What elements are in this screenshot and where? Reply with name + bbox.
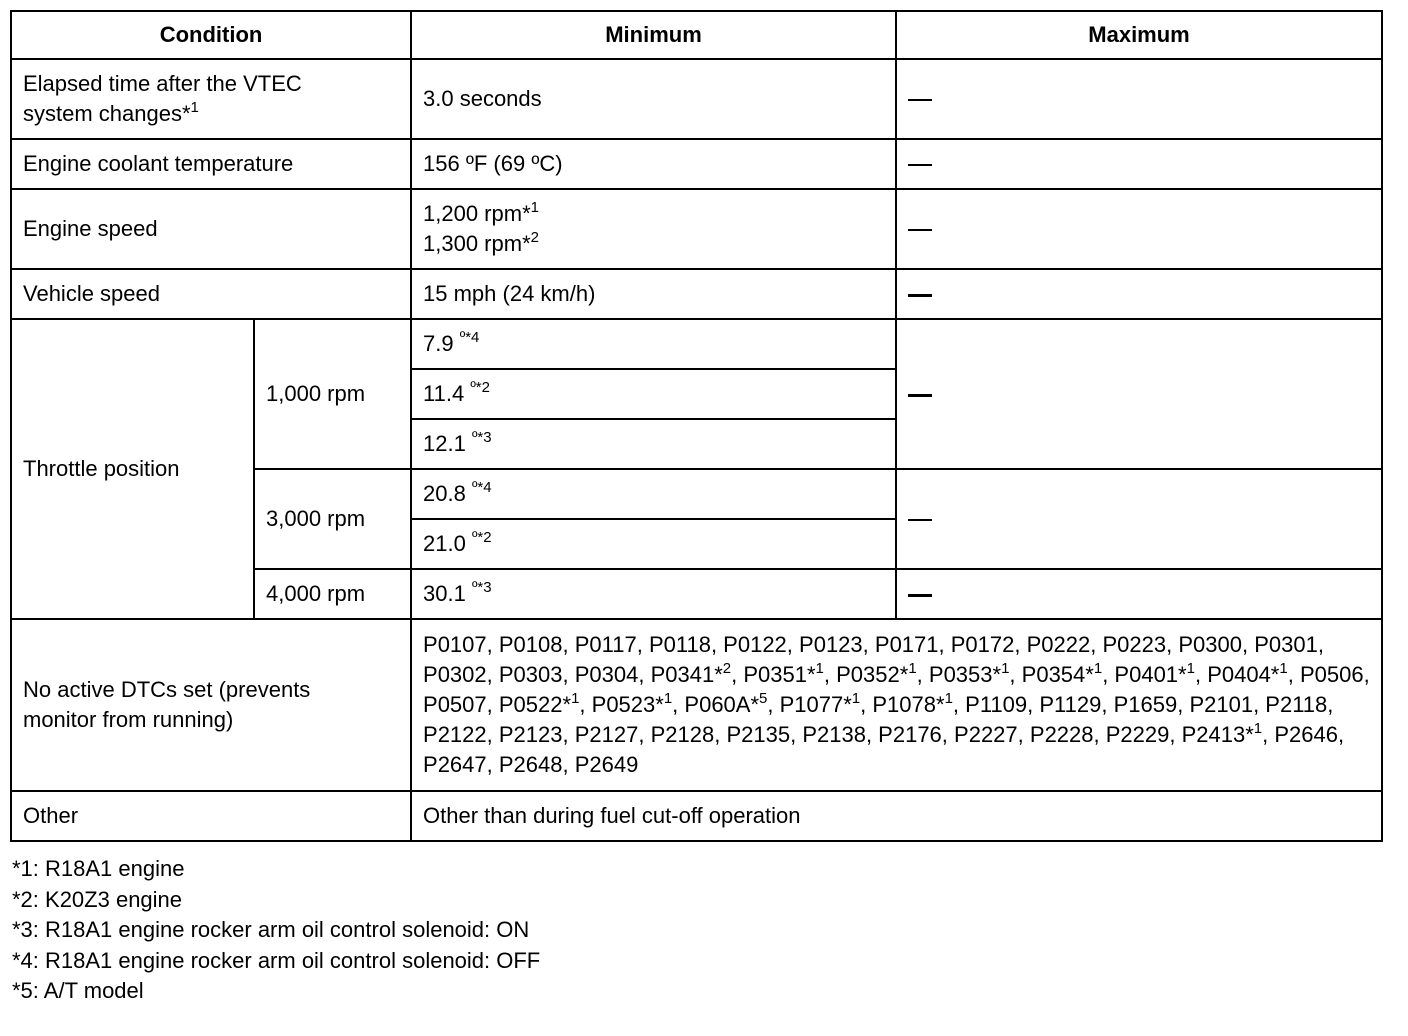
other-value: Other than during fuel cut-off operation <box>411 791 1382 841</box>
throttle-1000-v3 <box>411 419 896 469</box>
throttle-value: 11.4 <box>423 381 471 406</box>
dtc-code: P2127 <box>574 722 639 747</box>
row-vtec <box>11 59 1382 139</box>
dtc-code: P2101 <box>1189 692 1254 717</box>
footnote-ref: º*3 <box>471 429 492 446</box>
dtc-condition <box>11 619 411 791</box>
dtc-code: P0117 <box>574 632 637 657</box>
throttle-value: 7.9 <box>423 331 460 356</box>
footnote-ref: 2 <box>530 229 539 246</box>
row-coolant <box>11 139 1382 189</box>
footnote: *5: A/T model <box>12 978 144 1003</box>
footnote: *3: R18A1 engine rocker arm oil control solenoid: ON <box>12 917 530 942</box>
footnote-ref: 2 <box>722 660 732 677</box>
engine-speed-min1: 1,200 rpm* <box>423 201 531 226</box>
row-engine-speed <box>11 189 1382 269</box>
footnote: *2: K20Z3 engine <box>12 886 183 912</box>
dtc-code: P0302 <box>423 662 487 687</box>
dtc-code: P1077* <box>779 692 852 717</box>
dtc-condition-line1: No active DTCs set (prevents <box>23 677 311 702</box>
row-other <box>11 791 1382 841</box>
dtc-code: P0223 <box>1102 632 1167 657</box>
dtc-code: P2649 <box>574 752 639 777</box>
dtc-code: P2118 <box>1265 692 1328 717</box>
dtc-code: P0108 <box>498 632 563 657</box>
dtc-code: P0301 <box>1254 632 1318 657</box>
vtec-condition-line2: system changes* <box>23 101 191 126</box>
dtc-code: P2128 <box>650 722 715 747</box>
footnote-ref: 1 <box>908 660 917 677</box>
footnote-ref: 1 <box>530 199 539 216</box>
dtc-code: P2135 <box>726 722 791 747</box>
vtec-minimum: 3.0 seconds <box>411 59 896 139</box>
throttle-3000-maximum <box>896 469 1382 569</box>
footnote-ref: 1 <box>944 690 953 707</box>
dtc-code: P0172 <box>950 632 1015 657</box>
throttle-value: 12.1 <box>423 431 472 456</box>
dtc-code: P2122 <box>423 722 487 747</box>
conditions-table <box>10 10 1383 842</box>
throttle-1000-label: 1,000 rpm <box>254 319 411 469</box>
coolant-condition: Engine coolant temperature <box>11 139 411 189</box>
row-throttle-1000-a <box>11 319 1382 369</box>
throttle-3000-v2 <box>411 519 896 569</box>
row-dtc <box>11 619 1382 791</box>
dtc-code: P0354* <box>1021 662 1094 687</box>
footnote-ref: º*2 <box>471 529 492 546</box>
throttle-1000-maximum <box>896 319 1382 469</box>
dtc-code: P1659 <box>1113 692 1178 717</box>
dash-mark <box>908 294 932 297</box>
dtc-code: P0107 <box>423 632 487 657</box>
dtc-code: P2647 <box>423 752 487 777</box>
footnote-ref: º*2 <box>470 379 490 396</box>
footnotes <box>12 854 540 1007</box>
engine-speed-condition: Engine speed <box>11 189 411 269</box>
dash-mark <box>908 229 932 231</box>
dtc-code: P0506 <box>1299 662 1364 687</box>
footnote-ref: 5 <box>759 690 768 707</box>
throttle-4000-maximum <box>896 569 1382 619</box>
dtc-code-list: P0107, P0108, P0117, P0118, P0122, P0123, P0171, P0172, P0222, P0223, P0300, P0301, P0302, P0303, P0304, P0341*$^2$, P0351*$^1$, P0352*$^1$, P0353*$^1$, P0354*$^1$, P0401*$^1$, P0404*$^1$, P0506, P0507, P0522*$^1$, P0523*$^1$, P060A*$^5$, P1077*$^1$, P1078*$^1$, P1109, P1129, P1659, P2101, P2118, P2122, P2123, P2127, P2128, P2135, P2138, P2176, P2227, P2228, P2229, P2413*$^1$, P2646, P2647, P2648, P2649 <box>411 619 1382 791</box>
dtc-code: P2229 <box>1105 722 1170 747</box>
vehicle-speed-condition: Vehicle speed <box>11 269 411 319</box>
vehicle-speed-maximum <box>896 269 1382 319</box>
dtc-code: P1129 <box>1039 692 1102 717</box>
dtc-code: P0522* <box>498 692 572 717</box>
dtc-code: P2176 <box>878 722 942 747</box>
dtc-code: P0341* <box>650 662 723 687</box>
dtc-code: P0351* <box>743 662 816 687</box>
dtc-code: P0222 <box>1026 632 1091 657</box>
dtc-code: P2648 <box>498 752 563 777</box>
throttle-4000-label: 4,000 rpm <box>254 569 411 619</box>
dash-mark <box>908 164 932 166</box>
dtc-code: P2228 <box>1029 722 1094 747</box>
footnote-ref: 1 <box>1279 660 1288 677</box>
dtc-code: P2646 <box>1274 722 1338 747</box>
dtc-code: P0404* <box>1207 662 1280 687</box>
throttle-1000-v2 <box>411 369 896 419</box>
throttle-value: 21.0 <box>423 531 472 556</box>
footnote-ref: 1 <box>571 690 580 707</box>
throttle-4000-v1 <box>411 569 896 619</box>
footnote: *1: R18A1 engine <box>12 856 185 881</box>
dtc-code: P2138 <box>802 722 866 747</box>
vtec-condition-line1: Elapsed time after the VTEC <box>23 71 302 96</box>
dtc-code: P0353* <box>928 662 1002 687</box>
engine-speed-maximum <box>896 189 1382 269</box>
row-vehicle-speed <box>11 269 1382 319</box>
dtc-code: P0123 <box>799 632 863 657</box>
throttle-1000-v1 <box>411 319 896 369</box>
dtc-code: P0401* <box>1114 662 1187 687</box>
dash-mark <box>908 99 932 101</box>
dtc-code: P2227 <box>954 722 1018 747</box>
dtc-code: P2413* <box>1181 722 1254 747</box>
coolant-minimum: 156 ºF (69 ºC) <box>411 139 896 189</box>
dtc-code: P1078* <box>872 692 945 717</box>
footnote-ref: 1 <box>1001 660 1010 677</box>
dtc-code: P1109 <box>965 692 1028 717</box>
footnote-ref: 1 <box>1253 720 1263 737</box>
footnote-ref: º*4 <box>459 329 480 346</box>
footnote-ref: º*3 <box>471 579 492 596</box>
vehicle-speed-minimum: 15 mph (24 km/h) <box>411 269 896 319</box>
header-condition: Condition <box>11 11 411 59</box>
dtc-code: P0118 <box>648 632 711 657</box>
footnote-ref: 1 <box>851 690 861 707</box>
throttle-value: 20.8 <box>423 481 472 506</box>
dtc-code: P0171 <box>874 632 939 657</box>
vtec-condition <box>11 59 411 139</box>
throttle-3000-v1 <box>411 469 896 519</box>
header-maximum: Maximum <box>896 11 1382 59</box>
engine-speed-minimum <box>411 189 896 269</box>
footnote-ref: 1 <box>1093 660 1103 677</box>
dtc-code: P0300 <box>1178 632 1242 657</box>
dtc-code: P0352* <box>836 662 909 687</box>
footnote: *4: R18A1 engine rocker arm oil control solenoid: OFF <box>12 947 541 973</box>
vtec-maximum <box>896 59 1382 139</box>
footnote-ref: º*4 <box>471 479 492 496</box>
throttle-3000-label: 3,000 rpm <box>254 469 411 569</box>
footnote-ref: 1 <box>1186 660 1195 677</box>
engine-speed-min2: 1,300 rpm* <box>423 231 531 256</box>
throttle-value: 30.1 <box>423 581 472 606</box>
dtc-code: P2123 <box>498 722 563 747</box>
dtc-code: P0507 <box>423 692 487 717</box>
footnote-ref: 1 <box>663 690 673 707</box>
dtc-code: P0304 <box>574 662 639 687</box>
dtc-code: P0523* <box>591 692 664 717</box>
header-row <box>11 11 1382 59</box>
dash-mark <box>908 519 932 521</box>
coolant-maximum <box>896 139 1382 189</box>
footnote-ref: 1 <box>815 660 824 677</box>
dash-mark <box>908 594 932 597</box>
dash-mark <box>908 394 932 397</box>
footnote-ref: 1 <box>190 99 199 116</box>
dtc-code: P060A* <box>684 692 760 717</box>
dtc-code: P0122 <box>723 632 787 657</box>
dtc-condition-line2: monitor from running) <box>23 707 234 732</box>
dtc-code: P0303 <box>498 662 563 687</box>
other-condition: Other <box>11 791 411 841</box>
throttle-condition: Throttle position <box>11 319 254 619</box>
header-minimum: Minimum <box>411 11 896 59</box>
